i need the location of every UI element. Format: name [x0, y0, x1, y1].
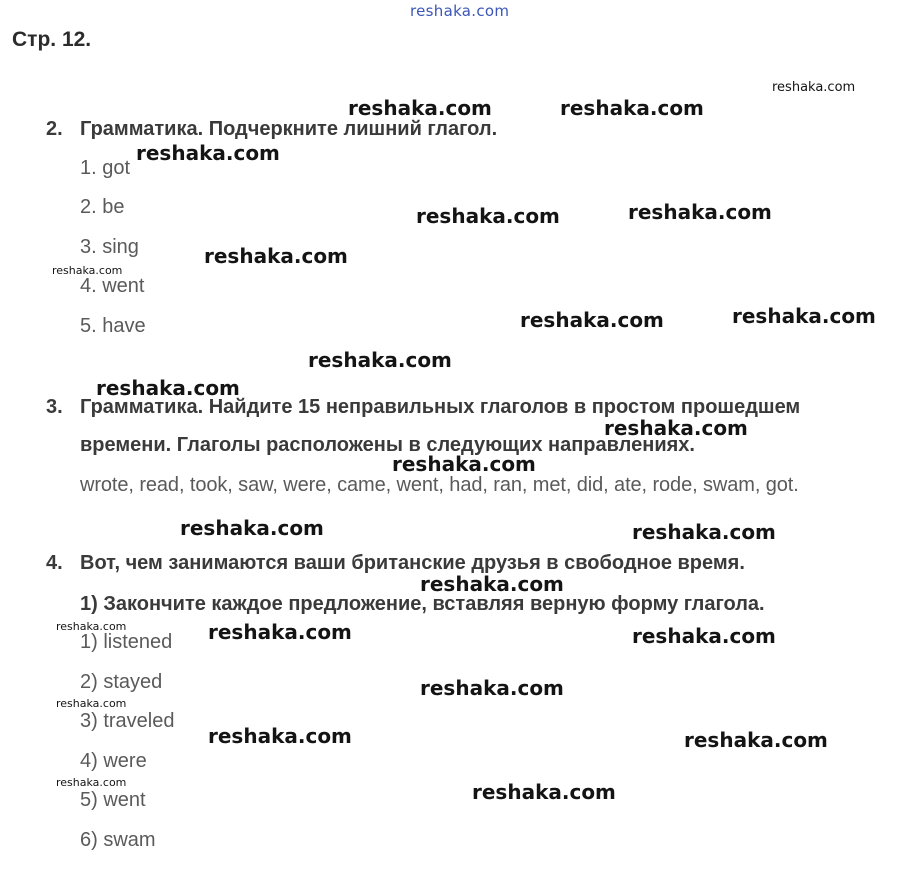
task-2-number: 2. [46, 118, 63, 140]
task-3-title-line-2: времени. Глаголы расположены в следующих направлениях. [80, 434, 695, 456]
watermark: reshaka.com [52, 264, 123, 277]
watermark: reshaka.com [560, 96, 704, 120]
task-4-subtitle: 1) Закончите каждое предложение, вставляя верную форму глагола. [80, 593, 765, 615]
task-3-number: 3. [46, 396, 63, 418]
watermark: reshaka.com [732, 304, 876, 328]
watermark: reshaka.com [204, 244, 348, 268]
watermark: reshaka.com [416, 204, 560, 228]
watermark: reshaka.com [180, 516, 324, 540]
task-2-answer-1: 1. got [80, 157, 131, 179]
task-4-title: Вот, чем занимаются ваши британские друзья в свободное время. [80, 552, 745, 574]
watermark: reshaka.com [96, 376, 240, 400]
watermark: reshaka.com [56, 620, 127, 633]
watermark: reshaka.com [520, 308, 664, 332]
task-3-answer: wrote, read, took, saw, were, came, went, had, ran, met, did, ate, rode, swam, got. [80, 474, 799, 496]
site-link-top[interactable]: reshaka.com [410, 2, 510, 20]
watermark: reshaka.com [604, 416, 748, 440]
watermark: reshaka.com [632, 624, 776, 648]
page-title: Стр. 12. [12, 28, 92, 51]
watermark: reshaka.com [684, 728, 828, 752]
task-4-answer-3: 3) traveled [80, 710, 175, 732]
watermark: reshaka.com [472, 780, 616, 804]
task-2-answer-2: 2. be [80, 196, 125, 218]
watermark: reshaka.com [208, 620, 352, 644]
task-4-answer-5: 5) went [80, 789, 146, 811]
watermark: reshaka.com [772, 80, 856, 95]
watermark: reshaka.com [420, 676, 564, 700]
watermark: reshaka.com [208, 724, 352, 748]
task-3-title-line-1: Грамматика. Найдите 15 неправильных глаголов в простом прошедшем [80, 396, 801, 418]
task-2-answer-4: 4. went [80, 275, 145, 297]
task-2-answer-5: 5. have [80, 315, 146, 337]
watermark: reshaka.com [392, 452, 536, 476]
task-4-number: 4. [46, 552, 63, 574]
task-2-answer-3: 3. sing [80, 236, 139, 258]
task-4-answer-1: 1) listened [80, 631, 173, 653]
task-4-answer-6: 6) swam [80, 829, 156, 851]
watermark: reshaka.com [628, 200, 772, 224]
watermark: reshaka.com [348, 96, 492, 120]
watermark: reshaka.com [632, 520, 776, 544]
watermark: reshaka.com [56, 776, 127, 789]
task-2-title: Грамматика. Подчеркните лишний глагол. [80, 118, 498, 140]
task-4-answer-2: 2) stayed [80, 671, 163, 693]
task-4-answer-4: 4) were [80, 750, 147, 772]
watermark: reshaka.com [420, 572, 564, 596]
watermark: reshaka.com [136, 141, 280, 165]
watermark: reshaka.com [56, 697, 127, 710]
watermark: reshaka.com [308, 348, 452, 372]
